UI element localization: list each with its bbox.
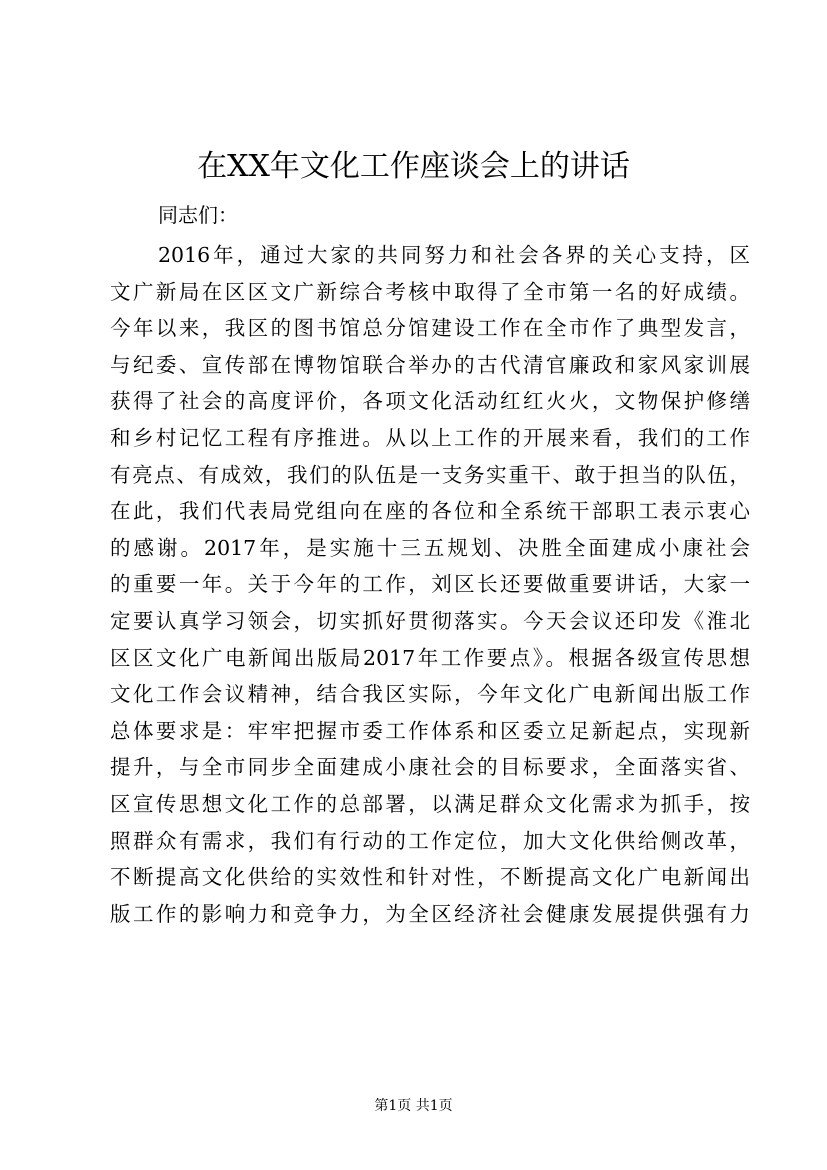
body-line: 2016年，通过大家的共同努力和社会各界的关心支持，区 <box>158 243 750 267</box>
body-line: 总体要求是：牢牢把握市委工作体系和区委立足新起点，实现新 <box>110 718 750 743</box>
body-line: 区区文化广电新闻出版局2017年工作要点》。根据各级宣传思想 <box>110 645 750 670</box>
body-line: 的重要一年。关于今年的工作，刘区长还要做重要讲话，大家一 <box>110 572 750 597</box>
body-line: 文广新局在区区文广新综合考核中取得了全市第一名的好成绩。 <box>110 279 750 304</box>
body-paragraph <box>110 237 750 932</box>
body-line: 不断提高文化供给的实效性和针对性，不断提高文化广电新闻出 <box>110 865 750 890</box>
page-footer: 第1页 共1页 <box>374 1098 453 1114</box>
body-line: 今年以来，我区的图书馆总分馆建设工作在全市作了典型发言， <box>110 316 750 341</box>
body-line: 在此，我们代表局党组向在座的各位和全系统干部职工表示衷心 <box>110 499 750 524</box>
body-line: 版工作的影响力和竞争力，为全区经济社会健康发展提供强有力 <box>110 901 750 926</box>
body-line: 提升，与全市同步全面建成小康社会的目标要求，全面落实省、 <box>110 755 750 780</box>
greeting-text: 同志们： <box>158 203 238 227</box>
body-line: 获得了社会的高度评价，各项文化活动红红火火，文物保护修缮 <box>110 389 750 414</box>
body-line: 和乡村记忆工程有序推进。从以上工作的开展来看，我们的工作 <box>110 425 750 450</box>
body-line: 与纪委、宣传部在博物馆联合举办的古代清官廉政和家风家训展 <box>110 352 750 377</box>
body-line: 定要认真学习领会，切实抓好贯彻落实。今天会议还印发《淮北 <box>110 608 750 633</box>
body-line: 的感谢。2017年，是实施十三五规划、决胜全面建成小康社会 <box>110 535 750 560</box>
body-line: 文化工作会议精神，结合我区实际，今年文化广电新闻出版工作 <box>110 682 750 707</box>
body-line: 照群众有需求，我们有行动的工作定位，加大文化供给侧改革， <box>110 828 750 853</box>
document-title: 在XX年文化工作座谈会上的讲话 <box>197 149 630 184</box>
body-line: 区宣传思想文化工作的总部署，以满足群众文化需求为抓手，按 <box>110 791 750 816</box>
body-line: 有亮点、有成效，我们的队伍是一支务实重干、敢于担当的队伍， <box>110 462 750 487</box>
